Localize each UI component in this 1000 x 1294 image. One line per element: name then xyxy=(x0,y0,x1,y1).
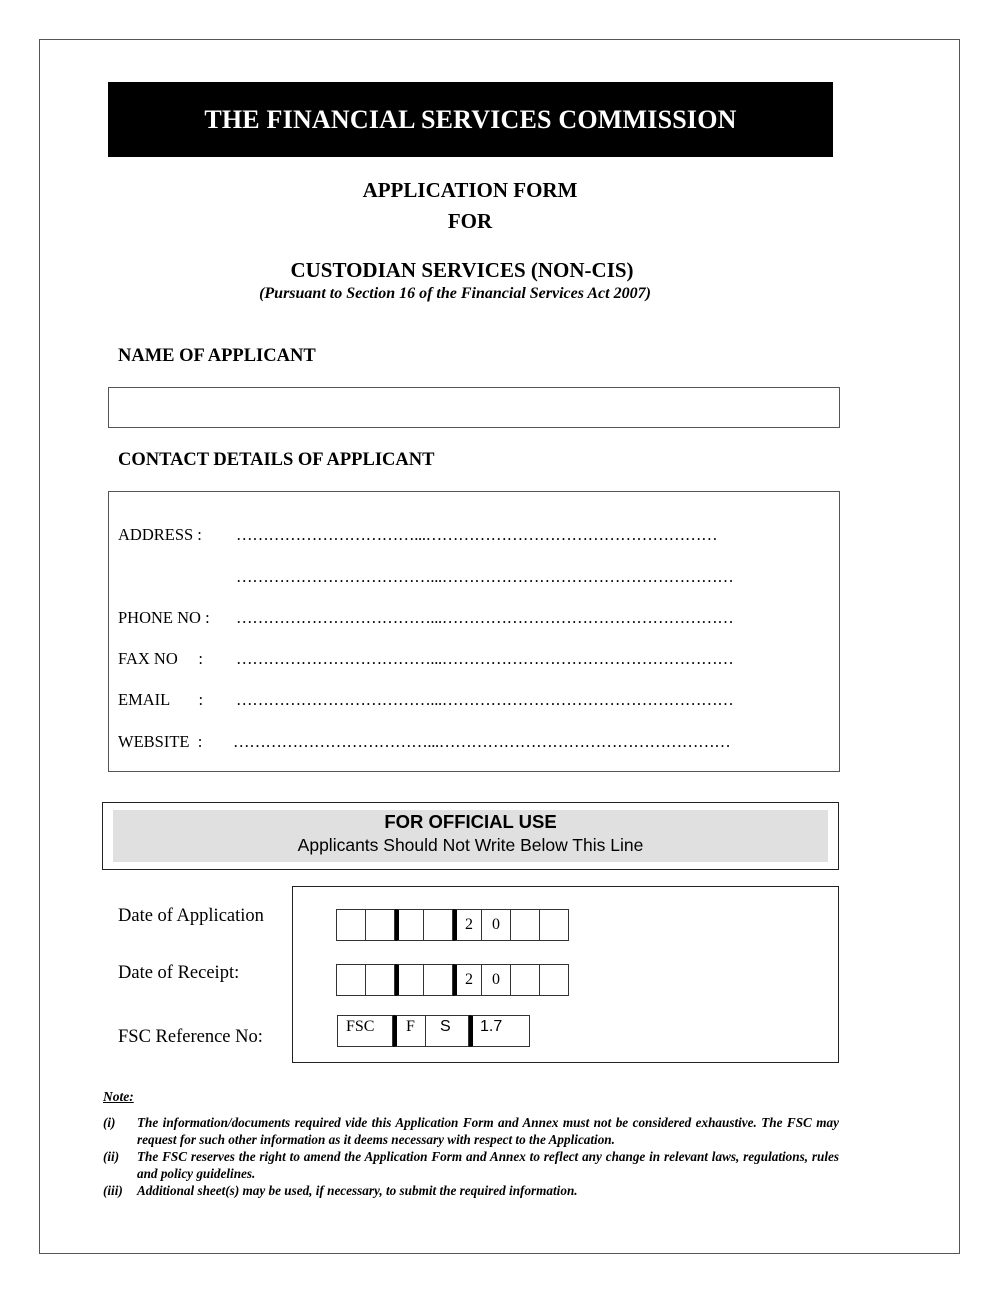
date-cell[interactable] xyxy=(424,964,453,996)
date-cell[interactable] xyxy=(366,964,395,996)
note-text: The information/documents required vide this Application Form and Annex must not be considered exhaustive. The FSC may request for such other information as it deems necessary with respect to the Application. xyxy=(137,1115,839,1147)
date-cell[interactable] xyxy=(366,909,395,941)
website-label: WEBSITE : xyxy=(118,732,203,751)
form-title-line2: FOR xyxy=(447,209,493,233)
phone-label: PHONE NO : xyxy=(118,608,210,627)
form-basis: (Pursuant to Section 16 of the Financial Services Act 2007) xyxy=(259,285,651,302)
name-of-applicant-label: NAME OF APPLICANT xyxy=(118,346,316,366)
date-cell[interactable] xyxy=(540,964,569,996)
note-number: (iii) xyxy=(103,1183,123,1198)
note-text: Additional sheet(s) may be used, if necessary, to submit the required information. xyxy=(137,1183,578,1198)
date-of-application-cells[interactable] xyxy=(336,909,569,941)
banner-title: THE FINANCIAL SERVICES COMMISSION xyxy=(204,104,737,134)
address-label: ADDRESS : xyxy=(118,525,202,544)
fax-label: FAX NO : xyxy=(118,649,203,668)
fsc-reference-label: FSC Reference No: xyxy=(118,1027,263,1047)
form-subject: CUSTODIAN SERVICES (NON-CIS) xyxy=(290,258,634,282)
official-use-panel xyxy=(113,810,828,862)
address-line-2[interactable]: ………………………………...……………………………………………… xyxy=(236,567,734,586)
note-number: (i) xyxy=(103,1115,116,1130)
name-of-applicant-field[interactable] xyxy=(108,387,840,428)
notes-heading: Note: xyxy=(103,1089,134,1104)
date-of-application-label: Date of Application xyxy=(118,906,264,926)
form-title-line1: APPLICATION FORM xyxy=(362,178,578,202)
phone-field[interactable]: ………………………………...……………………………………………… xyxy=(236,608,734,627)
date-cell[interactable] xyxy=(337,964,366,996)
date-cell[interactable]: 0 xyxy=(482,909,511,941)
official-use-banner xyxy=(102,802,839,870)
note-text: The FSC reserves the right to amend the Application Form and Annex to reflect any change in relevant laws, regulations, rules and policy guidelines. xyxy=(137,1149,839,1181)
date-cell[interactable] xyxy=(337,909,366,941)
email-label: EMAIL : xyxy=(118,690,204,709)
fsc-reference-cells[interactable] xyxy=(337,1015,530,1047)
date-cell[interactable]: 0 xyxy=(482,964,511,996)
note-item xyxy=(103,1183,839,1200)
fax-field[interactable]: ………………………………...……………………………………………… xyxy=(236,649,734,668)
official-use-title: FOR OFFICIAL USE xyxy=(384,811,557,832)
ref-cell-number[interactable]: 1.7 xyxy=(469,1015,530,1047)
date-cell[interactable] xyxy=(511,909,540,941)
address-line-1[interactable]: ……………………………...……………………………………………… xyxy=(236,525,718,544)
date-cell[interactable] xyxy=(540,909,569,941)
note-item xyxy=(103,1149,839,1183)
commission-banner xyxy=(108,82,833,157)
date-cell[interactable] xyxy=(395,964,424,996)
date-of-receipt-cells[interactable] xyxy=(336,964,569,996)
website-field[interactable]: ………………………………...……………………………………………… xyxy=(233,732,731,751)
ref-cell-s: S xyxy=(426,1015,469,1047)
ref-cell-fsc: FSC xyxy=(338,1015,393,1047)
date-cell[interactable]: 2 xyxy=(453,909,482,941)
official-use-subtitle: Applicants Should Not Write Below This Line xyxy=(297,835,644,855)
ref-cell-f: F xyxy=(393,1015,426,1047)
contact-details-label: CONTACT DETAILS OF APPLICANT xyxy=(118,450,435,470)
date-cell[interactable] xyxy=(424,909,453,941)
date-cell[interactable]: 2 xyxy=(453,964,482,996)
note-number: (ii) xyxy=(103,1149,120,1164)
date-cell[interactable] xyxy=(395,909,424,941)
note-item xyxy=(103,1115,839,1149)
date-of-receipt-label: Date of Receipt: xyxy=(118,963,240,983)
date-cell[interactable] xyxy=(511,964,540,996)
email-field[interactable]: ………………………………...……………………………………………… xyxy=(236,690,734,709)
